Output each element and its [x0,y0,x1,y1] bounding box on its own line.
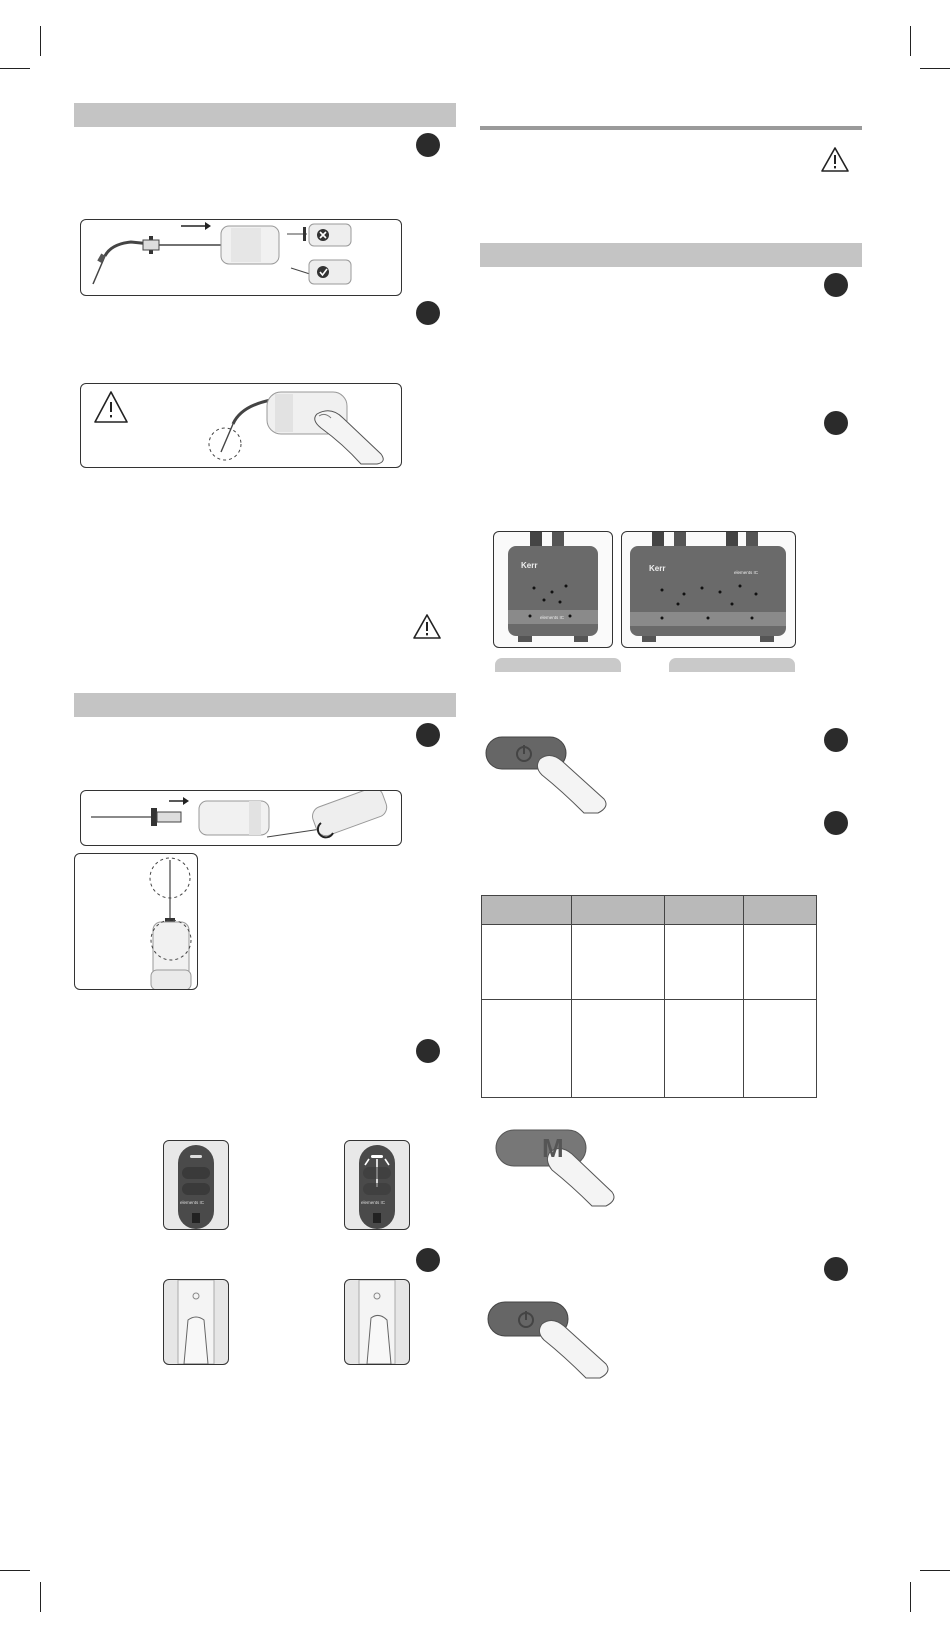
brand-label: Kerr [521,561,538,570]
table-cell [572,925,665,1000]
table-row [482,1000,817,1098]
step-marker-icon [824,811,848,835]
step-marker-icon [416,723,440,747]
step-marker-icon [824,273,848,297]
model-label: elements IC [540,615,565,620]
crop-mark-br-v [910,1582,911,1612]
handpiece-model-label: elements IC [361,1200,386,1205]
model-label: elements IC [734,570,759,575]
crop-mark-tr-h [920,68,950,69]
base-station-double [621,531,796,648]
step-marker-icon [416,133,440,157]
table-header-cell [665,896,743,925]
mode-letter: M [542,1133,564,1163]
section-header-bar [74,693,456,717]
table-header-row [482,896,817,925]
section-header-bar [74,103,456,127]
handpiece-press-left [163,1279,229,1365]
crop-mark-br-h [920,1570,950,1571]
mode-m-button-icon [494,1128,624,1210]
base-station-single [493,531,613,648]
table-row [482,925,817,1000]
warning-triangle-icon [412,613,442,640]
cannula-bend-figure [80,383,402,468]
handpiece-panel-off [163,1140,229,1230]
handpiece-vertical-figure [74,853,198,990]
table-header-cell [572,896,665,925]
warning-triangle-icon [820,146,850,173]
handpiece-press-right [344,1279,410,1365]
table-cell [482,1000,572,1098]
step-marker-icon [416,1039,440,1063]
caption-bar [669,658,795,672]
table-cell [665,1000,743,1098]
brand-label: Kerr [649,564,666,573]
table-cell [482,925,572,1000]
table-cell [572,1000,665,1098]
cannula-insertion-figure [80,219,402,296]
step-marker-icon [416,1248,440,1272]
step-marker-icon [416,301,440,325]
table-cell [665,925,743,1000]
power-button-icon [486,1300,616,1380]
table-cell [743,925,816,1000]
power-button-icon [484,735,614,815]
section-header-bar [480,243,862,267]
handpiece-model-label: elements IC [180,1200,205,1205]
crop-mark-tl-h [0,68,30,69]
section-rule [480,126,862,130]
tip-assembly-figure [80,790,402,846]
step-marker-icon [824,1257,848,1281]
crop-mark-bl-h [0,1570,30,1571]
handpiece-panel-led [344,1140,410,1230]
step-marker-icon [824,728,848,752]
crop-mark-tr-v [910,26,911,56]
table-header-cell [743,896,816,925]
table-cell [743,1000,816,1098]
crop-mark-tl-v [40,26,41,56]
table-header-cell [482,896,572,925]
step-marker-icon [824,411,848,435]
settings-table [481,895,817,1098]
crop-mark-bl-v [40,1582,41,1612]
caption-bar [495,658,621,672]
